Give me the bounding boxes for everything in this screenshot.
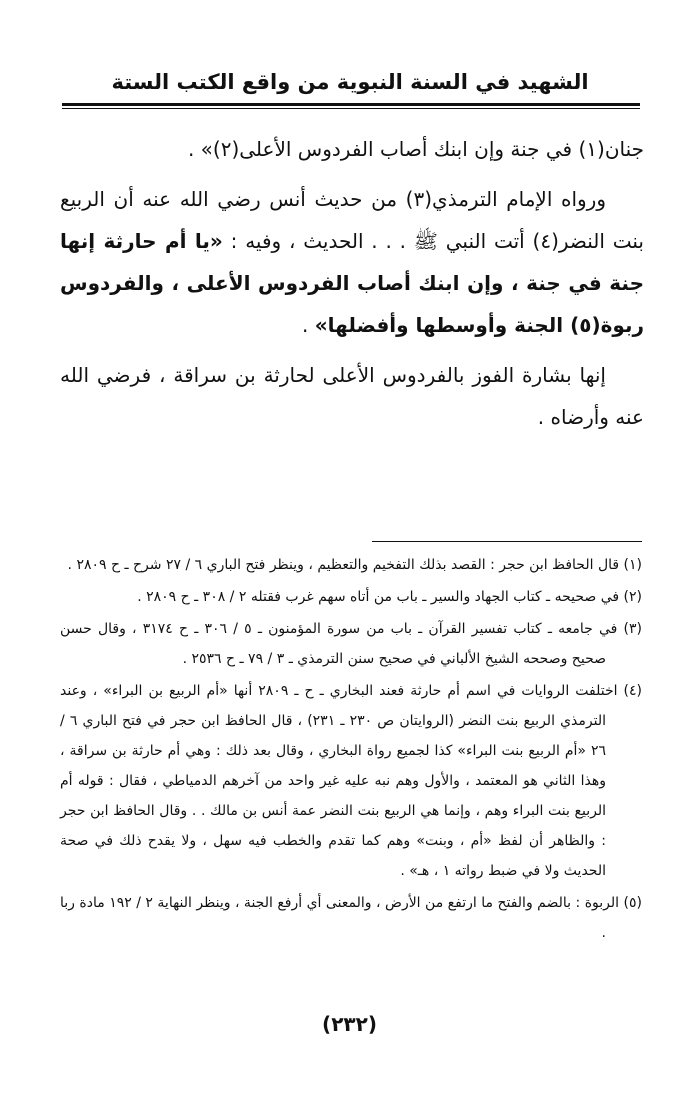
main-text	[60, 128, 644, 446]
page-number: (٢٣٢)	[322, 1012, 377, 1036]
paragraph-1: جنان(١) في جنة وإن ابنك أصاب الفردوس الأعلى(٢)» .	[187, 137, 644, 161]
footnote-3: (٣) في جامعه ـ كتاب تفسير القرآن ـ باب من سورة المؤمنون ـ ٥ / ٣٠٦ ـ ح ٣١٧٤ ، وقال حسن صحيح وصححه الشيخ الألباني في صحيح سنن الترمذي ـ ٣ / ٧٩ ـ ح ٢٥٣٦ .	[60, 621, 642, 667]
footnote-4: (٤) اختلفت الروايات في اسم أم حارثة فعند البخاري ـ ح ـ ٢٨٠٩ أنها «أم الربيع بن البراء» ، وعند الترمذي الربيع بنت النضر (الروايتان ص ٢٣٠ ـ ٢٣١) ، قال الحافظ ابن حجر في فتح الباري ٦ / ٢٦ «أم الربيع بنت البراء» كذا لجميع رواة البخاري ، وقال بعد ذلك : وهي أم حارثة بن سراقة ، وهذا الثاني هو المعتمد ، والأول وهم نبه عليه غير واحد من آخرهم الدمياطي ، فقال : قوله أم الربيع بنت البراء وهم ، وإنما هي الربيع بنت النضر عمة أنس بن مالك . . وقال الحافظ ابن حجر : والظاهر أن لفظ «أم ، وبنت» وهم كما تقدم والخطب فيه سهل ، ولا يقدح ذلك في صحة الحديث ولا في ضبط رواته ١ ، هـ» .	[60, 683, 642, 879]
header-rule-thin	[62, 108, 640, 109]
header-rule	[62, 103, 640, 106]
paragraph-2-end: .	[301, 313, 315, 337]
hadith-quote: «يا أم حارثة إنها جنة في جنة ، وإن ابنك أصاب الفردوس الأعلى ، والفردوس ربوة(٥) الجنة وأوسطها وأفضلها»	[60, 229, 644, 337]
footnote-separator	[372, 541, 642, 542]
footnotes	[60, 550, 642, 950]
footnote-2: (٢) في صحيحه ـ كتاب الجهاد والسير ـ باب من أتاه سهم غرب فقتله ٢ / ٣٠٨ ـ ح ٢٨٠٩ .	[137, 589, 642, 605]
running-header-title: الشهيد في السنة النبوية من واقع الكتب الستة	[111, 70, 589, 94]
paragraph-2-intro: ورواه الإمام الترمذي(٣) من حديث أنس رضي الله عنه أن الربيع بنت النضر(٤) أتت النبي ﷺ . . . الحديث ، وفيه :	[60, 187, 644, 253]
paragraph-3: إنها بشارة الفوز بالفردوس الأعلى لحارثة بن سراقة ، فرضي الله عنه وأرضاه .	[60, 363, 644, 429]
footnote-1: (١) قال الحافظ ابن حجر : القصد بذلك التفخيم والتعظيم ، وينظر فتح الباري ٦ / ٢٧ شرح ـ ح ٢٨٠٩ .	[67, 557, 642, 573]
paragraph-2	[60, 178, 644, 346]
footnote-5: (٥) الربوة : بالضم والفتح ما ارتفع من الأرض ، والمعنى أي أرفع الجنة ، وينظر النهاية ٢ / ١٩٢ مادة ربا .	[60, 895, 642, 941]
